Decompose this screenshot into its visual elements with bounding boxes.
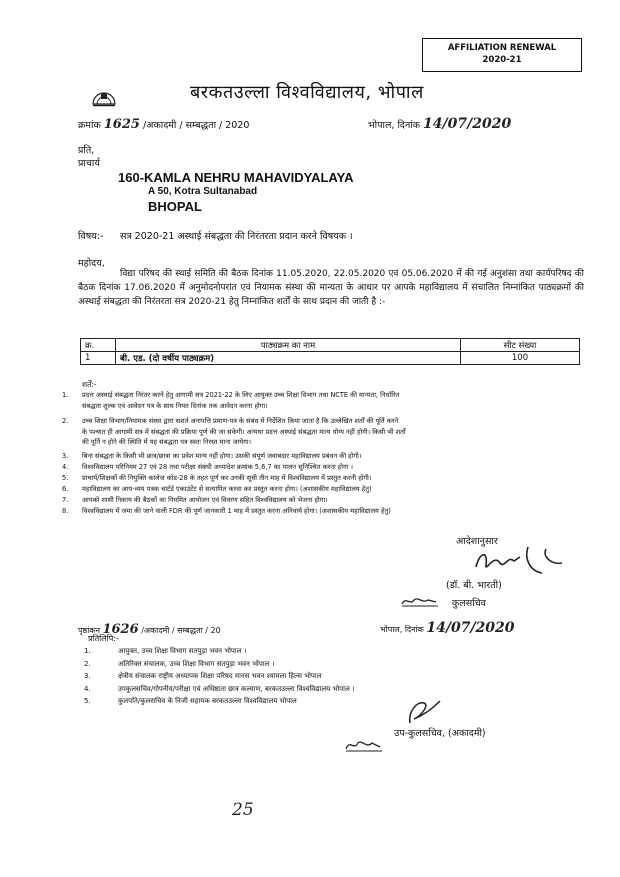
- row-sno: 1: [81, 352, 116, 365]
- renewal-year: 2020-21: [482, 55, 522, 65]
- prishthankan-suffix: /अकादमी / सम्बद्धता / 20: [141, 626, 221, 635]
- university-logo: [90, 84, 118, 108]
- list-item: 1. आयुक्त, उच्च शिक्षा विभाग सतपुड़ा भवन भोपाल ।: [84, 647, 247, 655]
- copy-handwritten-date: 14/07/2020: [426, 620, 515, 636]
- row-course: बी. एड. (दो वर्षीय पाठ्यक्रम): [116, 352, 461, 365]
- conditions-heading: शर्तें:-: [82, 380, 97, 389]
- copy-place-date-label: भोपाल, दिनांक: [380, 625, 424, 634]
- college-name: 160-KAMLA NEHRU MAHAVIDYALAYA: [118, 170, 354, 185]
- header-seats: सीट संख्या: [461, 339, 580, 352]
- copy-date-line: [380, 620, 515, 636]
- conditions-list: 1. प्रदत्त अस्थाई संबद्धता निरंतर करने हेतु आगामी सत्र 2021-22 के लिए आयुक्त उच्च शिक्षा विभाग तथा NCTE की मान्यता, निर्धारित संबद्धता शुल्क एवं आवेदन पत्र के साथ नियत दिनांक तक आवेदन करना होगा। 2. उच्च शिक्षा विभाग/नियामक संस्था द्वारा सशर्त अनापत्ति प्रमाण-पत्र के संबंध में निर्देशित किया जाता है कि उल्लेखित शर्तों की पूर्ति करने के पश्चात ही आगामी सत्र में संबद्धता की प्रक्रिया पूर्ण की जा सकेगी। अन्यथा प्रदत्त अस्थाई संबद्धता मान्य योग्य नहीं होगी। किसी भी शर्तों की पूर्ति न होने की स्थिति में यह संबद्धता पत्र स्वतः निरस्त माना जायेगा। 3. बिना संबद्धता के किसी भी छात्र/छात्रा का प्रवेश मान्य नहीं होगा। उसकी संपूर्ण जवाबदार महाविद्यालय प्रबंधन की होगी। 4. विश्वविद्यालय परिनियम 27 एवं 28 तथा परीक्षा संबंधी अध्यादेश क्रमांक 5,6,7 का पालन सुनिश्चित करना होगा । 5. प्राचार्य/शिक्षकों की नियुक्ति कालेज कोड-28 के तहत पूर्ण कर उनकी सूची तीन माह में विश्वविद्यालय में प्रस्तुत करनी होगी। 6. महाविद्यालय का आय-व्यय पत्रक चार्टर्ड एकाउंटेंट से सत्यापित करवा कर प्रस्तुत करना होगा। (अशासकीय महाविद्यालय हेतु) 7. आपको शासी निकाय की बैठकों का नियमित आयोजन एवं विवरण सहित विश्वविद्यालय को भेजना होगा। 8. विश्वविद्यालय में जमा की जाने वाली FDR की पूर्ण जानकारी 1 माह में प्रस्तुत करना अनिवार्य होगा। (अशासकीय महाविद्यालय हेतु): [62, 391, 406, 515]
- row-seats: 100: [461, 352, 580, 365]
- list-item: 5. कुलपति/कुलसचिव के निजी सहायक बरकतउल्ला विश्वविद्यालय भोपाल: [84, 697, 297, 705]
- university-title: बरकतउल्ला विश्वविद्यालय, भोपाल: [190, 82, 424, 103]
- course-table: [80, 338, 580, 365]
- deputy-signature: [390, 697, 450, 725]
- renewal-title: AFFILIATION RENEWAL: [447, 43, 557, 53]
- subject-text: सत्र 2020-21 अस्थाई संबद्धता की निरंतरता प्रदान करने विषयक ।: [120, 231, 353, 242]
- deputy-designation: उप-कुलसचिव, (अकादमी): [394, 728, 486, 739]
- krmank-prefix: क्रमांक: [78, 120, 101, 131]
- pracharya: प्राचार्य: [78, 158, 100, 169]
- prishthankan-prefix: पृष्ठांकन: [78, 626, 100, 635]
- page-number: 25: [232, 800, 254, 820]
- list-item: 2. अतिरिक्त संचालक, उच्च शिक्षा विभाग सतपुड़ा भवन भोपाल ।: [84, 659, 275, 668]
- header-course: पाठ्यक्रम का नाम: [116, 339, 461, 352]
- list-item: 4. उपकुलसचिव/गोपनीय/परीक्षा एवं अधिष्ठाता छात्र कल्याण, बरकतउल्ला विश्वविद्यालय भोपाल ।: [84, 684, 355, 693]
- place-date-label: भोपाल, दिनांक: [368, 120, 421, 131]
- course-table-header: [81, 339, 580, 352]
- college-address: A 50, Kotra Sultanabad: [148, 186, 258, 197]
- registrar-name: (डॉ. बी. भारती): [446, 580, 502, 591]
- pratilipi-label: प्रतिलिपि:-: [88, 634, 119, 643]
- college-city: BHOPAL: [148, 199, 202, 214]
- affiliation-renewal-box: [422, 38, 582, 72]
- deputy-initials: [344, 737, 384, 753]
- list-item: 3. क्षेत्रीय संचालक राष्ट्रीय अध्यापक शिक्षा परिषद मानस भवन श्यामला हिल्स भोपाल: [84, 672, 322, 680]
- krmank-number: 1625: [103, 117, 140, 132]
- salutation: महोदय,: [78, 258, 105, 269]
- table-row: [81, 352, 580, 365]
- registrar-initials: [400, 593, 440, 607]
- date-line: [368, 116, 511, 132]
- adeshanusar: आदेशानुसार: [456, 536, 498, 547]
- registrar-signature: [470, 543, 570, 577]
- prati: प्रति,: [78, 145, 95, 156]
- krmank-suffix: /अकादमी / सम्बद्धता / 2020: [142, 120, 250, 131]
- body-paragraph: विद्या परिषद की स्थाई समिति की बैठक दिनांक 11.05.2020, 22.05.2020 एवं 05.06.2020 में की गई अनुशंसा तथा कार्यपरिषद की बैठक दिनांक 17.06.2020 में अनुमोदनोपरांत एवं नियामक संस्था की मान्यता के आधार पर आपके महाविद्यालय में संचालित निम्नांकित पाठ्यक्रमों की अस्थाई संबद्धता की निरंतरता सत्र 2020-21 हेतु निम्नांकित शर्तों के साथ प्रदान की जाती है :-: [78, 269, 584, 307]
- prishthankan-number: 1626: [102, 622, 139, 637]
- subject-label: विषय:-: [78, 231, 104, 242]
- copy-list: [84, 645, 564, 708]
- registrar-designation: कुलसचिव: [452, 598, 486, 609]
- reference-line: [78, 117, 249, 132]
- handwritten-date: 14/07/2020: [423, 116, 512, 132]
- header-sno: क्र.: [81, 339, 116, 352]
